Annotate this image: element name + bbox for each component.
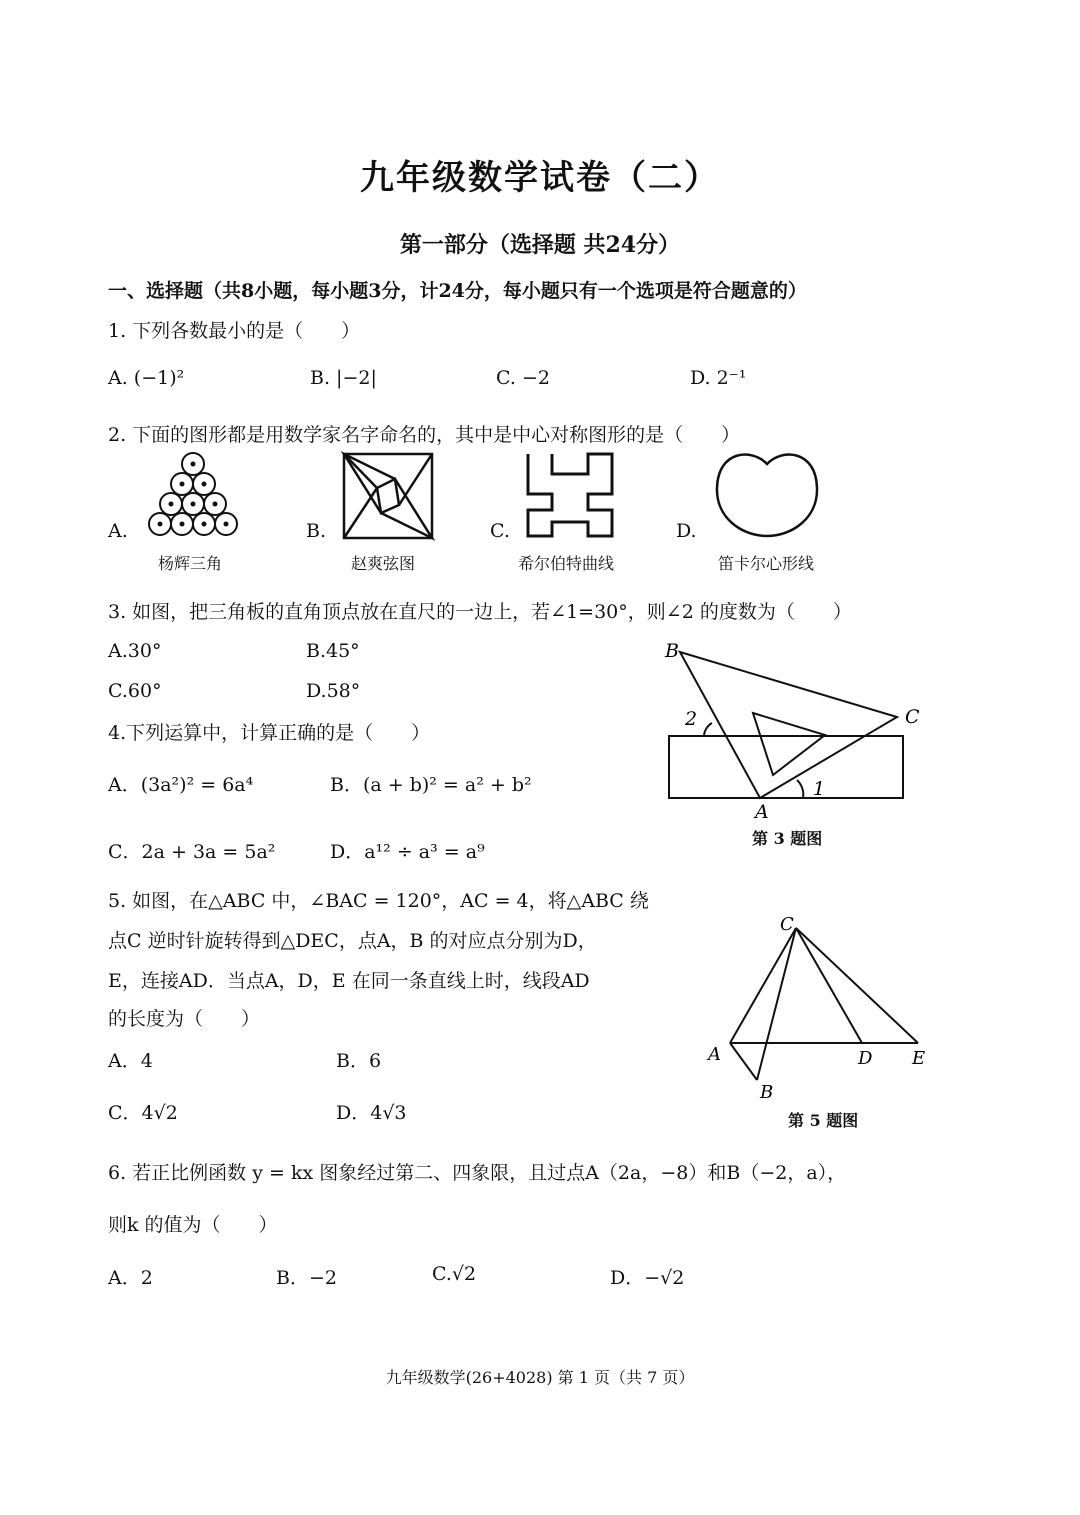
q6-option-c: C.√2 [432, 1263, 477, 1285]
part-heading: 第一部分（选择题 共24分） [399, 232, 681, 258]
q6-line-2: 则k 的值为（ ） [108, 1214, 278, 1236]
q3-option-c: C.60° [108, 680, 162, 702]
q2-caption-c: 希尔伯特曲线 [518, 554, 615, 573]
q3-label-a: A [755, 801, 769, 823]
q1-option-d: D. 2⁻¹ [690, 367, 747, 389]
q3-label-b: B [665, 640, 679, 662]
q5-option-c: C．4√2 [108, 1102, 178, 1124]
q5-caption: 第 5 题图 [788, 1111, 859, 1130]
q3-caption: 第 3 题图 [752, 829, 823, 848]
q3-option-b: B.45° [306, 640, 360, 662]
q5-line-2: 点C 逆时针旋转得到△DEC，点A，B 的对应点分别为D， [108, 930, 597, 952]
q2-caption-a: 杨辉三角 [158, 554, 223, 573]
q2-option-d: D. [676, 520, 697, 542]
q5-option-d: D．4√3 [336, 1102, 407, 1124]
page-footer: 九年级数学(26+4028) 第 1 页（共 7 页） [385, 1368, 695, 1387]
q4-option-c: C．2a + 3a = 5a² [108, 841, 276, 863]
q1-option-a: A. (−1)² [108, 367, 185, 389]
q6-option-b: B．−2 [276, 1267, 337, 1289]
q3-figure [655, 635, 930, 825]
q6-option-a: A．2 [108, 1267, 153, 1289]
q4-option-a: A．(3a²)² = 6a⁴ [108, 774, 254, 796]
q2-stem: 2. 下面的图形都是用数学家名字命名的，其中是中心对称图形的是（ ） [108, 424, 741, 446]
section-heading: 一、选择题（共8小题，每小题3分，计24分，每小题只有一个选项是符合题意的） [108, 280, 807, 302]
q5-line-3: E，连接AD．当点A，D，E 在同一条直线上时，线段AD [108, 970, 590, 992]
hilbert-curve-figure [522, 450, 618, 540]
q3-stem: 3. 如图，把三角板的直角顶点放在直尺的一边上，若∠1=30°，则∠2 的度数为（ ） [108, 601, 852, 623]
q6-option-d: D．−√2 [610, 1267, 685, 1289]
q4-option-b: B．(a + b)² = a² + b² [330, 774, 532, 796]
q5-label-b: B [760, 1082, 774, 1103]
q5-label-a: A [708, 1044, 721, 1065]
q2-option-c: C. [490, 520, 510, 542]
q5-label-d: D [858, 1048, 873, 1069]
q3-label-c: C [905, 706, 920, 728]
q3-label-2: 2 [685, 708, 698, 730]
q1-stem: 1. 下列各数最小的是（ ） [108, 320, 361, 342]
cardioid-figure [712, 448, 822, 540]
q5-label-e: E [912, 1048, 926, 1069]
q2-caption-b: 赵爽弦图 [351, 554, 416, 573]
pascal-triangle-figure [140, 450, 246, 540]
page-title: 九年级数学试卷（二） [360, 158, 720, 198]
q5-label-c: C [780, 914, 794, 935]
q4-option-d: D．a¹² ÷ a³ = a⁹ [330, 841, 485, 863]
q3-option-d: D.58° [306, 680, 361, 702]
q2-option-a: A. [108, 520, 128, 542]
q1-option-c: C. −2 [496, 367, 550, 389]
q3-option-a: A.30° [108, 640, 162, 662]
q1-option-b: B. |−2| [310, 367, 377, 389]
q5-line-4: 的长度为（ ） [108, 1008, 261, 1030]
q5-option-a: A．4 [108, 1050, 153, 1072]
q5-option-b: B．6 [336, 1050, 382, 1072]
q2-caption-d: 笛卡尔心形线 [718, 554, 815, 573]
q5-line-1: 5. 如图，在△ABC 中，∠BAC = 120°，AC = 4，将△ABC 绕 [108, 890, 649, 912]
zhaoshuang-diagram-figure [340, 450, 436, 542]
q6-line-1: 6. 若正比例函数 y = kx 图象经过第二、四象限，且过点A（2a，−8）和B（−2，a）， [108, 1162, 847, 1184]
q2-option-b: B. [306, 520, 327, 542]
q4-stem: 4.下列运算中，计算正确的是（ ） [108, 722, 431, 744]
q3-label-1: 1 [813, 778, 826, 800]
q5-figure [700, 910, 940, 1105]
